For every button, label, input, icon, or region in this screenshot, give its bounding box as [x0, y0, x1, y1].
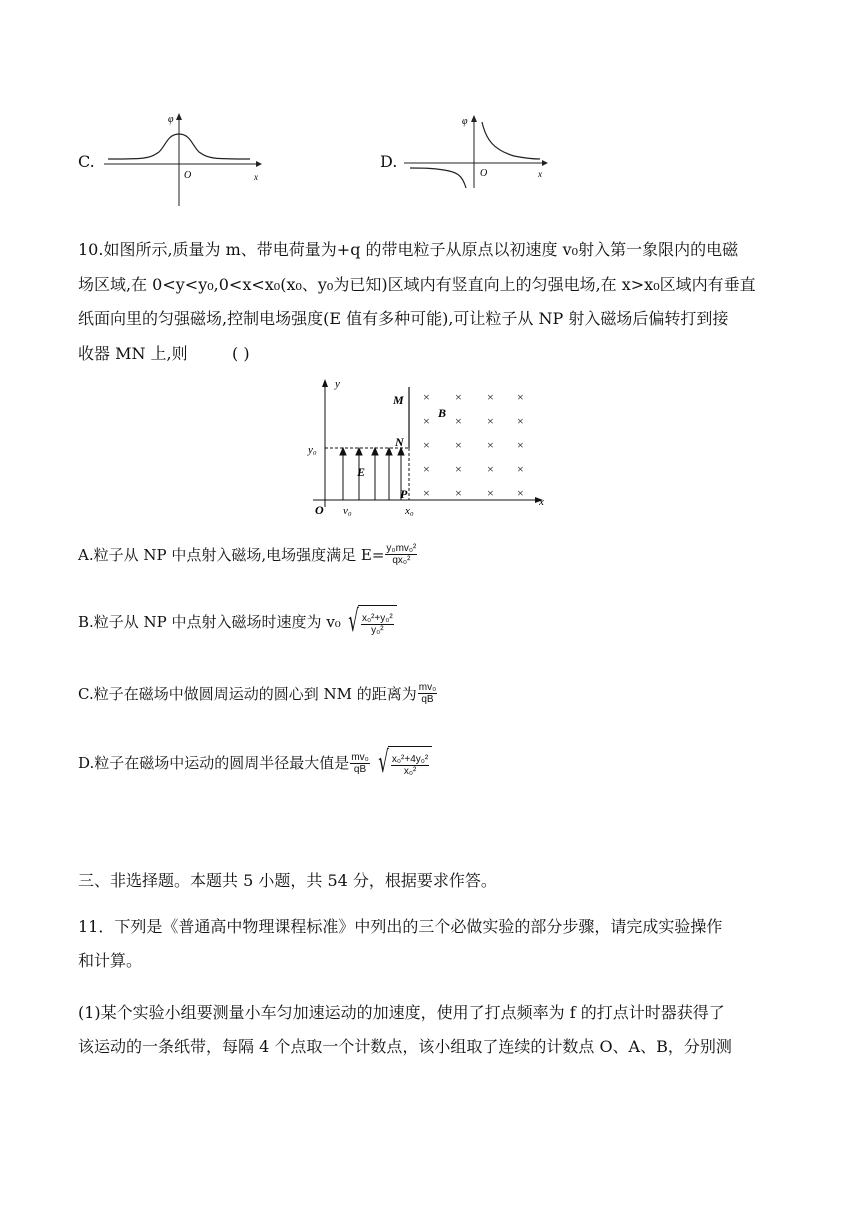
b-field-cross: × [423, 390, 430, 404]
b-field-cross: × [487, 414, 494, 428]
b-field-label: B [438, 406, 447, 420]
q10-answer-bracket: ( ) [232, 344, 250, 363]
q10-line4: 收器 MN 上,则 [78, 344, 188, 363]
option-b-text: B.粒子从 NP 中点射入磁场时速度为 v₀ [78, 613, 341, 631]
option-c [78, 682, 438, 705]
option-c-denominator: qB [421, 694, 434, 705]
b-field-cross: × [455, 414, 462, 428]
e-field-arrows [340, 448, 404, 500]
x-label: x [254, 172, 258, 182]
b-field-cross: × [517, 438, 524, 452]
option-b-sqrt: √ $\frac{\text{x₀²+y₀²}}{\text{y₀²}}$ [344, 605, 397, 639]
q10-line2: 场区域,在 0<y<y₀,0<x<x₀(x₀、y₀为已知)区域内有竖直向上的匀强电场,在 x>x₀区域内有垂直 [78, 275, 756, 294]
q11-line1: 11．下列是《普通高中物理课程标准》中列出的三个必做实验的部分步骤，请完成实验操作 [78, 917, 723, 936]
q11-part1-line1: (1)某个实验小组要测量小车匀加速运动的加速度，使用了打点频率为 f 的打点计时器获得了 [78, 1003, 725, 1022]
x0-label: x₀ [405, 505, 414, 517]
x-axis-label: x [539, 496, 544, 508]
b-field-cross: × [423, 414, 430, 428]
q11-line2: 和计算。 [78, 951, 143, 970]
b-field-cross: × [455, 486, 462, 500]
e-field-label: E [357, 465, 366, 479]
option-b [78, 605, 397, 639]
phi-label: φ [168, 114, 174, 125]
q10-line1: 10.如图所示,质量为 m、带电荷量为+q 的带电粒子从原点以初速度 v₀射入第一象限内的电磁 [78, 240, 739, 259]
b-field-cross: × [455, 438, 462, 452]
option-a-fraction [385, 543, 417, 566]
point-n-label: N [395, 435, 404, 449]
option-d-denominator1: qB [353, 763, 367, 775]
option-a-denominator: qx₀² [392, 555, 411, 566]
b-field-cross: × [455, 390, 462, 404]
b-field-cross: × [517, 486, 524, 500]
option-a-numerator: y₀mv₀² [386, 543, 417, 554]
option-a-text: A.粒子从 NP 中点射入磁场,电场强度满足 E= [78, 545, 385, 564]
q10-line3: 纸面向里的匀强磁场,控制电场强度(E 值有多种可能),可让粒子从 NP 射入磁场后偏转打到接 [78, 309, 729, 328]
y-axis-label: y [335, 378, 340, 390]
b-field-cross: × [423, 486, 430, 500]
option-c-numerator: mv₀ [418, 682, 437, 693]
option-c-text: C.粒子在磁场中做圆周运动的圆心到 NM 的距离为 [78, 684, 417, 703]
option-c-fraction [418, 682, 437, 705]
option-d-fraction1 [350, 752, 369, 775]
b-field-cross: × [517, 414, 524, 428]
option-b-numerator: x₀²+y₀² [361, 612, 393, 624]
origin-label: O [315, 503, 324, 517]
option-d [78, 746, 432, 780]
y0-label: y₀ [308, 444, 317, 456]
point-p-label: P [400, 487, 408, 501]
b-field-cross: × [455, 462, 462, 476]
b-field-cross: × [487, 486, 494, 500]
q11-part1-line2: 该运动的一条纸带，每隔 4 个点取一个计数点，该小组取了连续的计数点 O、A、B，分别测 [78, 1037, 732, 1056]
option-d-text: D.粒子在磁场中运动的圆周半径最大值是 [78, 754, 350, 772]
b-field-cross: × [487, 438, 494, 452]
option-d-label: D. [380, 152, 398, 171]
origin-label: O [184, 170, 192, 181]
b-field-cross: × [423, 462, 430, 476]
option-d-sqrt: √ $\frac{\text{x₀²+4y₀²}}{\text{x₀²}}$ [374, 746, 433, 780]
option-d-numerator2: x₀²+4y₀² [391, 753, 429, 765]
option-c-graph [104, 110, 264, 210]
point-m-label: M [393, 393, 404, 407]
option-b-denominator: y₀² [371, 624, 384, 636]
option-b-fraction [361, 613, 394, 636]
v0-label: v₀ [343, 505, 352, 517]
b-field-cross: × [487, 462, 494, 476]
origin-label: O [480, 168, 488, 179]
option-d-numerator1: mv₀ [351, 751, 369, 763]
section-3-heading: 三、非选择题。本题共 5 小题，共 54 分，根据要求作答。 [78, 871, 497, 890]
option-d-fraction2 [391, 754, 429, 777]
b-field-cross: × [517, 390, 524, 404]
option-d-denominator2: x₀² [403, 765, 417, 777]
phi-label: φ [462, 116, 468, 127]
option-a [78, 543, 418, 566]
b-field-cross: × [487, 390, 494, 404]
b-field-cross: × [517, 462, 524, 476]
option-c-label: C. [78, 152, 95, 171]
q10-figure [305, 375, 555, 520]
x-label: x [538, 169, 542, 179]
option-d-graph [404, 110, 554, 190]
b-field-cross: × [423, 438, 430, 452]
